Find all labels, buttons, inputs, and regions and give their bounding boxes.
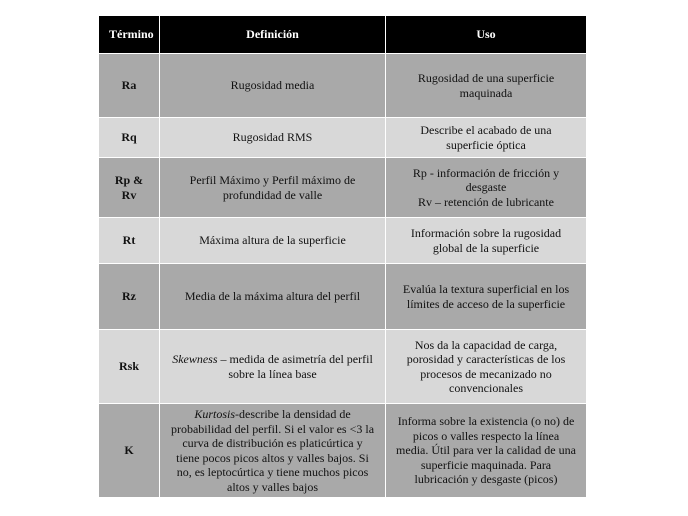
definition-emphasis: Skewness: [172, 352, 218, 366]
header-definition: Definición: [160, 16, 386, 54]
use-cell: Describe el acabado de una superficie óptica: [386, 118, 587, 158]
definition-cell: Media de la máxima altura del perfil: [160, 264, 386, 330]
use-cell: Evalúa la textura superficial en los límites de acceso de la superficie: [386, 264, 587, 330]
use-cell: Informa sobre la existencia (o no) de picos o valles respecto la línea media. Útil para ver la calidad de una superficie maquinada. Para lubricación y desgaste (picos): [386, 404, 587, 498]
table-row: [99, 404, 587, 498]
term-cell: K: [99, 404, 160, 498]
use-cell: Información sobre la rugosidad global de la superficie: [386, 218, 587, 264]
header-use: Uso: [386, 16, 587, 54]
definition-text: -describe la densidad de probabilidad del perfil. Si el valor es <3 la curva de distribución es platicúrtica y tiene pocos picos altos y valles bajos. Si no, es leptocúrtica y tiene muchos picos altos y valles bajos: [170, 407, 375, 494]
definition-cell: [160, 330, 386, 404]
use-cell: [386, 158, 587, 218]
definition-cell: Máxima altura de la superficie: [160, 218, 386, 264]
term-cell: Rq: [99, 118, 160, 158]
term-cell: Ra: [99, 54, 160, 118]
table-header-row: [99, 16, 587, 54]
table-row: [99, 218, 587, 264]
use-line: Rv – retención de lubricante: [418, 194, 554, 209]
term-cell: Rz: [99, 264, 160, 330]
term-cell: Rt: [99, 218, 160, 264]
table-row: [99, 54, 587, 118]
terms-table: [98, 15, 587, 498]
definition-cell: Rugosidad RMS: [160, 118, 386, 158]
definition-emphasis: Kurtosis: [194, 407, 236, 421]
table-row: [99, 330, 587, 404]
use-cell: Rugosidad de una superficie maquinada: [386, 54, 587, 118]
definition-cell: Perfil Máximo y Perfil máximo de profundidad de valle: [160, 158, 386, 218]
term-cell: Rsk: [99, 330, 160, 404]
use-cell: Nos da la capacidad de carga, porosidad y características de los procesos de mecanizado no convencionales: [386, 330, 587, 404]
use-line: Rp - información de fricción y desgaste: [412, 165, 560, 195]
term-cell: Rp & Rv: [99, 158, 160, 218]
definition-cell: [160, 404, 386, 498]
table-row: [99, 118, 587, 158]
table-row: [99, 264, 587, 330]
header-term: Término: [99, 16, 160, 54]
table-row: [99, 158, 587, 218]
definition-cell: Rugosidad media: [160, 54, 386, 118]
definition-text: – medida de asimetría del perfil sobre la línea base: [217, 352, 373, 381]
